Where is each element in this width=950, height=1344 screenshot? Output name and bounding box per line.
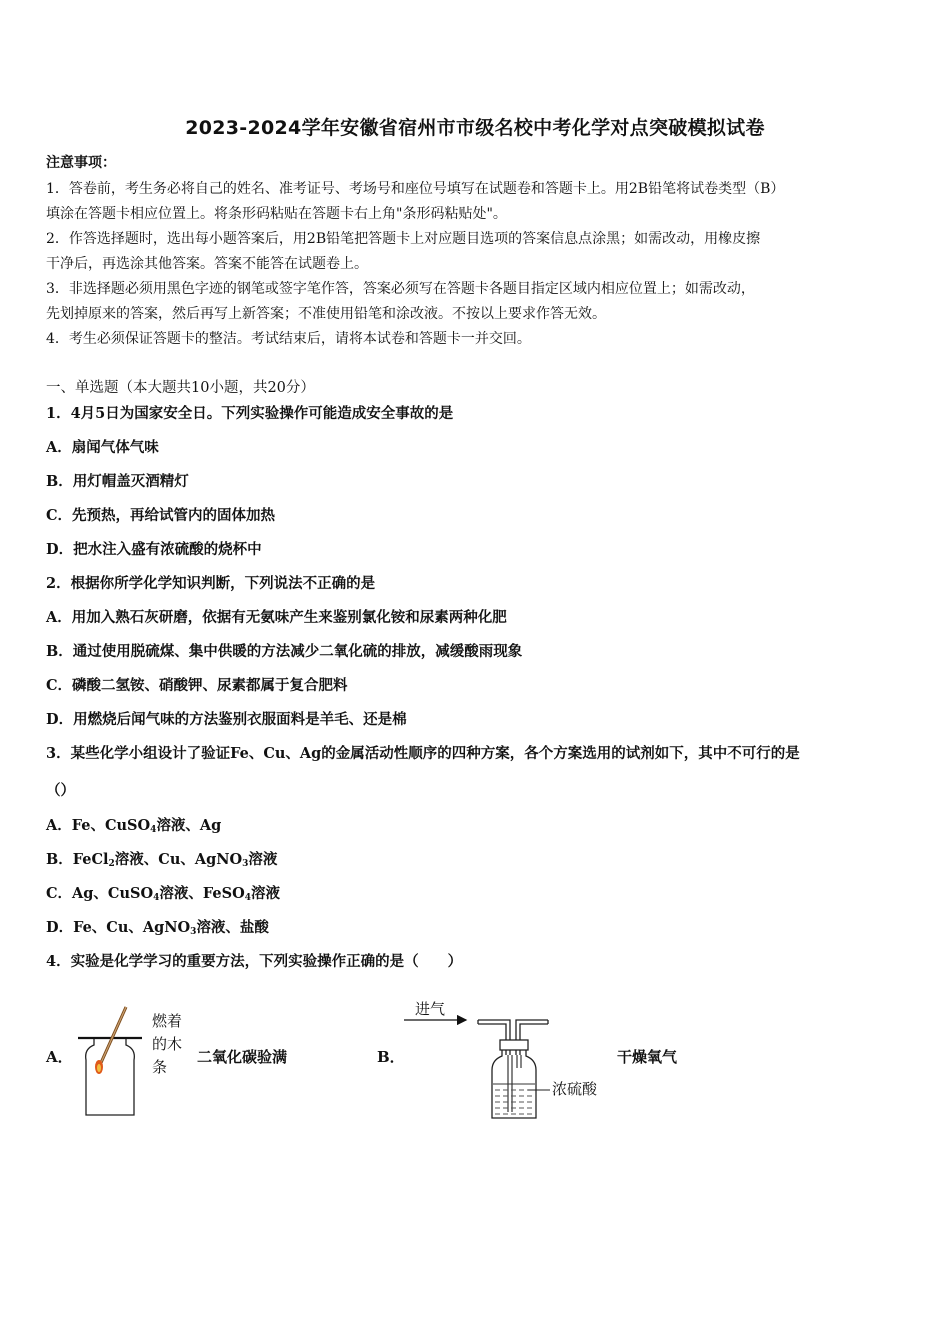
question-1-stem: 1．4月5日为国家安全日。下列实验操作可能造成安全事故的是 xyxy=(46,405,454,422)
gas-drying-bottle-diagram xyxy=(400,1010,560,1125)
question-3-option-d: D．Fe、Cu、AgNO$_3$溶液、盐酸 xyxy=(46,919,269,937)
notice-item-1-line-2: 填涂在答题卡相应位置上。将条形码粘贴在答题卡右上角"条形码粘贴处"。 xyxy=(46,206,507,222)
notice-item-2-line-1: 2．作答选择题时，选出每小题答案后，用2B铅笔把答题卡上对应题目选项的答案信息点涂黑；如需改动，用橡皮擦 xyxy=(46,231,761,247)
question-4-option-a-caption: 二氧化碳验满 xyxy=(197,1048,288,1066)
question-2-stem: 2．根据你所学化学知识判断，下列说法不正确的是 xyxy=(46,575,376,592)
question-1-option-b: B．用灯帽盖灭酒精灯 xyxy=(46,473,189,490)
notice-item-1-line-1: 1．答卷前，考生务必将自己的姓名、准考证号、考场号和座位号填写在试题卷和答题卡上。用2B铅笔将试卷类型（B） xyxy=(46,181,785,197)
diagram-label-burning: 燃着 xyxy=(152,1012,183,1030)
question-2-option-b: B．通过使用脱硫煤、集中供暖的方法减少二氧化硫的排放，减缓酸雨现象 xyxy=(46,643,523,660)
question-1-option-a: A．扇闻气体气味 xyxy=(46,439,159,456)
question-4-option-a-label: A． xyxy=(46,1048,73,1066)
diagram-label-conc-sulfuric-acid: 浓硫酸 xyxy=(552,1080,598,1098)
diagram-label-gas-in: 进气 xyxy=(415,1000,446,1018)
question-4-stem: 4．实验是化学学习的重要方法，下列实验操作正确的是（ ） xyxy=(46,953,463,970)
co2-full-test-diagram xyxy=(72,1005,152,1120)
diagram-label-splint: 条 xyxy=(152,1058,168,1076)
question-2-option-c: C．磷酸二氢铵、硝酸钾、尿素都属于复合肥料 xyxy=(46,677,348,694)
question-4-option-b-label: B． xyxy=(377,1048,405,1066)
notice-item-4: 4．考生必须保证答题卡的整洁。考试结束后，请将本试卷和答题卡一并交回。 xyxy=(46,331,531,347)
page-title: 2023-2024学年安徽省宿州市市级名校中考化学对点突破模拟试卷 xyxy=(185,117,765,139)
question-2-option-d: D．用燃烧后闻气味的方法鉴别衣服面料是羊毛、还是棉 xyxy=(46,711,407,728)
question-1-option-d: D．把水注入盛有浓硫酸的烧杯中 xyxy=(46,541,262,558)
notice-item-3-line-2: 先划掉原来的答案，然后再写上新答案；不准使用铅笔和涂改液。不按以上要求作答无效。 xyxy=(46,306,606,322)
notice-item-3-line-1: 3．非选择题必须用黑色字迹的钢笔或签字笔作答，答案必须写在答题卡各题目指定区域内相应位置上；如需改动， xyxy=(46,281,755,297)
question-3-option-c: C．Ag、CuSO$_4$溶液、FeSO$_4$溶液 xyxy=(46,885,280,903)
notice-heading: 注意事项： xyxy=(46,155,116,171)
question-1-option-c: C．先预热，再给试管内的固体加热 xyxy=(46,507,276,524)
question-3-stem: 3．某些化学小组设计了验证Fe、Cu、Ag的金属活动性顺序的四种方案，各个方案选用的试剂如下，其中不可行的是 xyxy=(46,745,800,762)
question-2-option-a: A．用加入熟石灰研磨，依据有无氨味产生来鉴别氯化铵和尿素两种化肥 xyxy=(46,609,507,626)
question-3-option-b: B．FeCl$_2$溶液、Cu、AgNO$_3$溶液 xyxy=(46,851,278,869)
diagram-label-wooden: 的木 xyxy=(152,1035,183,1053)
section-heading: 一、单选题（本大题共10小题，共20分） xyxy=(46,380,315,396)
question-3-paren: （） xyxy=(46,782,75,799)
notice-item-2-line-2: 干净后，再选涂其他答案。答案不能答在试题卷上。 xyxy=(46,256,368,272)
question-4-option-b-caption: 干燥氧气 xyxy=(617,1048,678,1066)
question-3-option-a: A．Fe、CuSO$_4$溶液、Ag xyxy=(46,817,222,835)
